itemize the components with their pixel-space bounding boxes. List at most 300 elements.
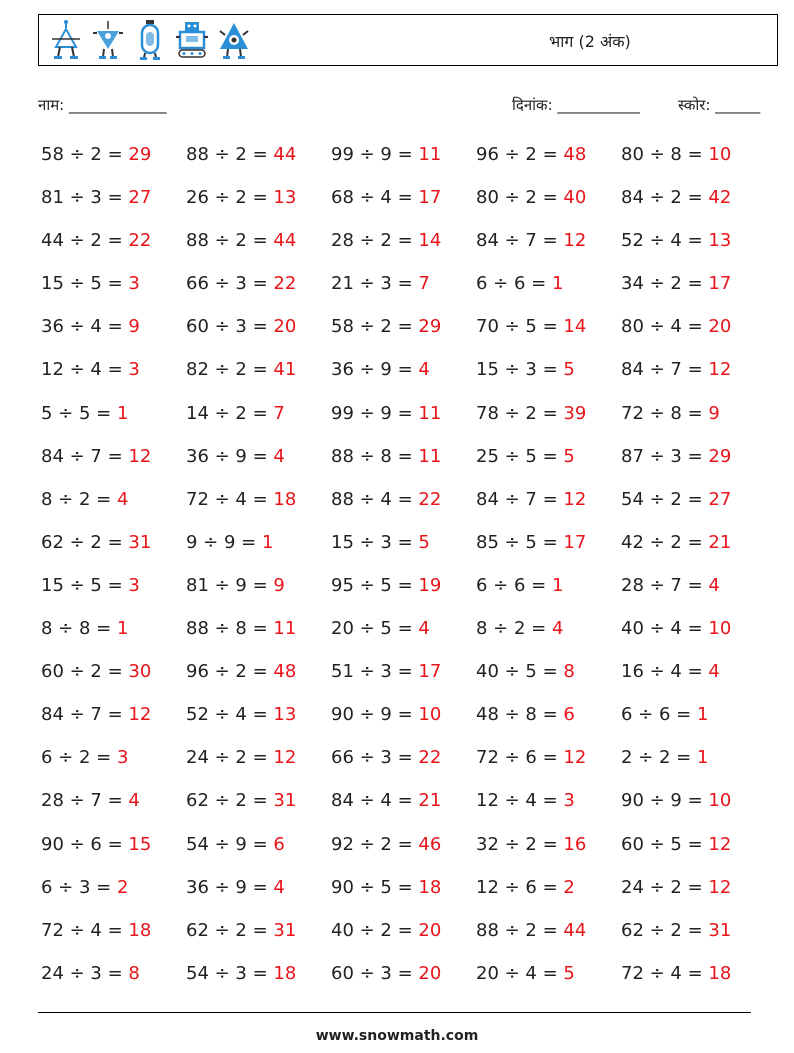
problem-answer: 2 bbox=[563, 876, 575, 898]
problem-answer: 12 bbox=[708, 876, 732, 898]
problem-question: 20 ÷ 4 = bbox=[476, 962, 564, 984]
problem-answer: 5 bbox=[563, 962, 575, 984]
problem-question: 52 ÷ 4 = bbox=[186, 704, 274, 726]
problem-answer: 6 bbox=[273, 833, 285, 855]
problem-answer: 39 bbox=[563, 402, 587, 424]
problem-item bbox=[41, 355, 186, 398]
problem-answer: 1 bbox=[696, 704, 709, 726]
problem-answer: 18 bbox=[273, 488, 297, 510]
problem-answer: 44 bbox=[273, 230, 297, 252]
problem-question: 9 ÷ 9 = bbox=[186, 531, 262, 553]
problem-item bbox=[476, 916, 621, 959]
problem-question: 36 ÷ 9 = bbox=[331, 359, 419, 381]
problem-answer: 3 bbox=[128, 359, 140, 381]
problem-answer: 22 bbox=[418, 747, 442, 769]
problem-question: 95 ÷ 5 = bbox=[331, 574, 419, 596]
problem-item bbox=[621, 916, 766, 959]
problem-answer: 44 bbox=[563, 919, 587, 941]
problem-item bbox=[186, 528, 331, 571]
problem-question: 88 ÷ 4 = bbox=[331, 488, 419, 510]
problem-item bbox=[621, 226, 766, 269]
problem-answer: 22 bbox=[273, 273, 297, 295]
problem-item bbox=[331, 528, 476, 571]
problem-item bbox=[331, 571, 476, 614]
problem-answer: 4 bbox=[116, 488, 129, 510]
problem-question: 15 ÷ 5 = bbox=[41, 574, 129, 596]
problem-question: 80 ÷ 8 = bbox=[621, 144, 709, 165]
problem-answer: 1 bbox=[696, 747, 709, 769]
problem-question: 28 ÷ 7 = bbox=[41, 790, 129, 812]
problem-question: 84 ÷ 7 = bbox=[476, 230, 564, 252]
problem-answer: 10 bbox=[418, 704, 442, 726]
problem-item bbox=[621, 614, 766, 657]
problem-question: 62 ÷ 2 = bbox=[621, 919, 709, 941]
problem-answer: 9 bbox=[708, 402, 720, 424]
problem-item bbox=[621, 355, 766, 398]
problem-answer: 7 bbox=[418, 273, 430, 295]
problem-question: 88 ÷ 2 = bbox=[186, 144, 274, 165]
problem-answer: 12 bbox=[128, 445, 152, 467]
problem-answer: 1 bbox=[551, 574, 564, 596]
name-field: नाम: _____________ bbox=[38, 96, 167, 114]
problem-answer: 22 bbox=[418, 488, 442, 510]
problem-item bbox=[41, 743, 186, 786]
problem-item bbox=[186, 442, 331, 485]
problem-question: 92 ÷ 2 = bbox=[331, 833, 419, 855]
problem-question: 14 ÷ 2 = bbox=[186, 402, 274, 424]
problem-answer: 9 bbox=[273, 574, 285, 596]
problem-answer: 4 bbox=[708, 574, 720, 596]
problem-question: 96 ÷ 2 = bbox=[476, 144, 564, 165]
problem-item bbox=[41, 312, 186, 355]
problem-answer: 31 bbox=[708, 919, 732, 941]
problem-item bbox=[331, 355, 476, 398]
problem-answer: 12 bbox=[273, 747, 297, 769]
problem-question: 88 ÷ 8 = bbox=[186, 618, 274, 640]
problem-item bbox=[476, 399, 621, 442]
problem-answer: 7 bbox=[273, 402, 285, 424]
problem-item bbox=[186, 140, 331, 183]
problem-answer: 27 bbox=[708, 488, 732, 510]
problem-item bbox=[331, 442, 476, 485]
problem-item bbox=[476, 571, 621, 614]
problem-item bbox=[186, 657, 331, 700]
problem-answer: 14 bbox=[563, 316, 587, 338]
problem-answer: 1 bbox=[116, 402, 129, 424]
problem-item bbox=[331, 830, 476, 873]
problem-question: 6 ÷ 3 = bbox=[41, 876, 117, 898]
problem-answer: 12 bbox=[563, 488, 587, 510]
robot-capsule-icon bbox=[133, 19, 167, 61]
problem-item bbox=[621, 873, 766, 916]
robot-eye-icon bbox=[217, 19, 251, 61]
problem-question: 25 ÷ 5 = bbox=[476, 445, 564, 467]
problem-answer: 16 bbox=[563, 833, 587, 855]
problem-item bbox=[331, 614, 476, 657]
problem-answer: 3 bbox=[563, 790, 575, 812]
problem-answer: 11 bbox=[418, 445, 442, 467]
problem-answer: 5 bbox=[418, 531, 430, 553]
problem-question: 54 ÷ 2 = bbox=[621, 488, 709, 510]
problem-answer: 4 bbox=[708, 661, 720, 683]
problem-grid bbox=[41, 140, 771, 1002]
problem-answer: 27 bbox=[128, 187, 152, 209]
problem-answer: 29 bbox=[708, 445, 732, 467]
problem-answer: 5 bbox=[563, 445, 575, 467]
problem-question: 99 ÷ 9 = bbox=[331, 402, 419, 424]
problem-question: 58 ÷ 2 = bbox=[41, 144, 129, 165]
problem-item bbox=[621, 786, 766, 829]
problem-answer: 13 bbox=[273, 187, 297, 209]
problem-item bbox=[331, 786, 476, 829]
problem-item bbox=[476, 269, 621, 312]
problem-question: 44 ÷ 2 = bbox=[41, 230, 129, 252]
problem-item bbox=[621, 959, 766, 1002]
problem-answer: 13 bbox=[273, 704, 297, 726]
problem-item bbox=[621, 743, 766, 786]
problem-question: 72 ÷ 4 = bbox=[186, 488, 274, 510]
problem-answer: 12 bbox=[128, 704, 152, 726]
problem-question: 8 ÷ 2 = bbox=[476, 618, 552, 640]
robot-triangle-icon bbox=[91, 19, 125, 61]
problem-answer: 14 bbox=[418, 230, 442, 252]
problem-item bbox=[476, 183, 621, 226]
problem-item bbox=[331, 183, 476, 226]
problem-item bbox=[621, 269, 766, 312]
problem-item bbox=[331, 700, 476, 743]
problem-question: 40 ÷ 5 = bbox=[476, 661, 564, 683]
problem-question: 82 ÷ 2 = bbox=[186, 359, 274, 381]
problem-question: 40 ÷ 4 = bbox=[621, 618, 709, 640]
problem-question: 72 ÷ 4 = bbox=[621, 962, 709, 984]
problem-item bbox=[476, 786, 621, 829]
problem-answer: 12 bbox=[708, 833, 732, 855]
problem-item bbox=[186, 312, 331, 355]
problem-question: 84 ÷ 7 = bbox=[41, 704, 129, 726]
problem-item bbox=[186, 269, 331, 312]
problem-answer: 12 bbox=[563, 230, 587, 252]
problem-item bbox=[621, 528, 766, 571]
problem-item bbox=[186, 183, 331, 226]
problem-question: 80 ÷ 2 = bbox=[476, 187, 564, 209]
problem-item bbox=[41, 700, 186, 743]
problem-answer: 10 bbox=[708, 790, 732, 812]
problem-item bbox=[41, 614, 186, 657]
problem-question: 6 ÷ 2 = bbox=[41, 747, 117, 769]
problem-answer: 31 bbox=[273, 790, 297, 812]
problem-answer: 12 bbox=[563, 747, 587, 769]
problem-answer: 29 bbox=[128, 144, 152, 165]
problem-item bbox=[476, 442, 621, 485]
problem-question: 24 ÷ 3 = bbox=[41, 962, 129, 984]
problem-item bbox=[331, 399, 476, 442]
problem-question: 54 ÷ 3 = bbox=[186, 962, 274, 984]
problem-answer: 20 bbox=[418, 962, 442, 984]
problem-question: 68 ÷ 4 = bbox=[331, 187, 419, 209]
problem-item bbox=[476, 140, 621, 183]
problem-item bbox=[41, 571, 186, 614]
problem-item bbox=[476, 614, 621, 657]
problem-question: 8 ÷ 2 = bbox=[41, 488, 117, 510]
problem-item bbox=[331, 226, 476, 269]
problem-question: 87 ÷ 3 = bbox=[621, 445, 709, 467]
worksheet-title: भाग (2 अंक) bbox=[549, 32, 631, 51]
problem-question: 81 ÷ 9 = bbox=[186, 574, 274, 596]
problem-item bbox=[476, 743, 621, 786]
problem-question: 66 ÷ 3 = bbox=[186, 273, 274, 295]
problem-answer: 4 bbox=[273, 876, 285, 898]
problem-answer: 8 bbox=[128, 962, 140, 984]
problem-question: 54 ÷ 9 = bbox=[186, 833, 274, 855]
problem-item bbox=[41, 916, 186, 959]
problem-question: 60 ÷ 3 = bbox=[186, 316, 274, 338]
problem-answer: 11 bbox=[418, 402, 442, 424]
problem-item bbox=[621, 442, 766, 485]
problem-question: 20 ÷ 5 = bbox=[331, 618, 419, 640]
problem-answer: 40 bbox=[563, 187, 587, 209]
problem-question: 36 ÷ 9 = bbox=[186, 876, 274, 898]
score-field: स्कोर: ______ bbox=[678, 96, 761, 114]
problem-answer: 3 bbox=[128, 574, 140, 596]
problem-answer: 1 bbox=[551, 273, 564, 295]
problem-question: 12 ÷ 6 = bbox=[476, 876, 564, 898]
problem-question: 12 ÷ 4 = bbox=[476, 790, 564, 812]
problem-question: 6 ÷ 6 = bbox=[476, 574, 552, 596]
problem-answer: 15 bbox=[128, 833, 152, 855]
problem-answer: 19 bbox=[418, 574, 442, 596]
problem-answer: 46 bbox=[418, 833, 442, 855]
problem-answer: 20 bbox=[273, 316, 297, 338]
problem-answer: 1 bbox=[116, 618, 129, 640]
problem-question: 72 ÷ 8 = bbox=[621, 402, 709, 424]
problem-question: 60 ÷ 2 = bbox=[41, 661, 129, 683]
problem-item bbox=[41, 183, 186, 226]
problem-question: 70 ÷ 5 = bbox=[476, 316, 564, 338]
problem-answer: 9 bbox=[128, 316, 140, 338]
robot-icons bbox=[49, 19, 251, 61]
problem-question: 42 ÷ 2 = bbox=[621, 531, 709, 553]
problem-question: 5 ÷ 5 = bbox=[41, 402, 117, 424]
problem-item bbox=[621, 485, 766, 528]
problem-item bbox=[621, 312, 766, 355]
footer-url: www.snowmath.com bbox=[315, 1028, 479, 1044]
problem-answer: 44 bbox=[273, 144, 297, 165]
problem-item bbox=[41, 657, 186, 700]
problem-question: 62 ÷ 2 = bbox=[41, 531, 129, 553]
problem-item bbox=[186, 399, 331, 442]
problem-question: 24 ÷ 2 = bbox=[186, 747, 274, 769]
problem-question: 2 ÷ 2 = bbox=[621, 747, 697, 769]
problem-item bbox=[476, 226, 621, 269]
problem-item bbox=[476, 485, 621, 528]
problem-item bbox=[41, 399, 186, 442]
problem-item bbox=[621, 657, 766, 700]
problem-item bbox=[41, 140, 186, 183]
problem-answer: 41 bbox=[273, 359, 297, 381]
problem-answer: 4 bbox=[418, 359, 430, 381]
problem-item bbox=[331, 657, 476, 700]
problem-item bbox=[186, 485, 331, 528]
problem-question: 52 ÷ 4 = bbox=[621, 230, 709, 252]
problem-item bbox=[331, 916, 476, 959]
problem-item bbox=[41, 269, 186, 312]
problem-question: 6 ÷ 6 = bbox=[476, 273, 552, 295]
problem-question: 62 ÷ 2 = bbox=[186, 919, 274, 941]
problem-item bbox=[331, 485, 476, 528]
problem-item bbox=[186, 571, 331, 614]
problem-item bbox=[186, 786, 331, 829]
problem-answer: 18 bbox=[128, 919, 152, 941]
problem-item bbox=[186, 226, 331, 269]
problem-item bbox=[621, 140, 766, 183]
problem-item bbox=[621, 399, 766, 442]
problem-item bbox=[331, 873, 476, 916]
problem-question: 84 ÷ 4 = bbox=[331, 790, 419, 812]
problem-item bbox=[331, 140, 476, 183]
problem-item bbox=[476, 873, 621, 916]
problem-question: 84 ÷ 7 = bbox=[621, 359, 709, 381]
problem-question: 48 ÷ 8 = bbox=[476, 704, 564, 726]
problem-answer: 1 bbox=[261, 531, 274, 553]
problem-answer: 4 bbox=[128, 790, 140, 812]
problem-answer: 21 bbox=[418, 790, 442, 812]
problem-item bbox=[41, 485, 186, 528]
problem-answer: 48 bbox=[273, 661, 297, 683]
problem-item bbox=[621, 183, 766, 226]
problem-item bbox=[476, 355, 621, 398]
problem-answer: 30 bbox=[128, 661, 152, 683]
problem-question: 60 ÷ 5 = bbox=[621, 833, 709, 855]
problem-question: 78 ÷ 2 = bbox=[476, 402, 564, 424]
problem-question: 84 ÷ 7 = bbox=[41, 445, 129, 467]
problem-answer: 17 bbox=[563, 531, 587, 553]
problem-answer: 29 bbox=[418, 316, 442, 338]
problem-answer: 5 bbox=[563, 359, 575, 381]
problem-item bbox=[41, 226, 186, 269]
problem-question: 84 ÷ 2 = bbox=[621, 187, 709, 209]
problem-question: 96 ÷ 2 = bbox=[186, 661, 274, 683]
problem-answer: 4 bbox=[551, 618, 564, 640]
problem-question: 36 ÷ 4 = bbox=[41, 316, 129, 338]
problem-answer: 48 bbox=[563, 144, 587, 165]
problem-item bbox=[331, 743, 476, 786]
problem-question: 88 ÷ 2 = bbox=[186, 230, 274, 252]
robot-antenna-icon bbox=[49, 19, 83, 61]
problem-item bbox=[186, 614, 331, 657]
problem-item bbox=[186, 743, 331, 786]
problem-answer: 42 bbox=[708, 187, 732, 209]
problem-question: 90 ÷ 5 = bbox=[331, 876, 419, 898]
problem-item bbox=[186, 355, 331, 398]
problem-item bbox=[41, 873, 186, 916]
problem-question: 51 ÷ 3 = bbox=[331, 661, 419, 683]
problem-question: 62 ÷ 2 = bbox=[186, 790, 274, 812]
problem-item bbox=[476, 312, 621, 355]
problem-question: 36 ÷ 9 = bbox=[186, 445, 274, 467]
problem-item bbox=[41, 830, 186, 873]
problem-question: 88 ÷ 8 = bbox=[331, 445, 419, 467]
problem-item bbox=[476, 700, 621, 743]
problem-question: 26 ÷ 2 = bbox=[186, 187, 274, 209]
problem-answer: 20 bbox=[418, 919, 442, 941]
problem-question: 90 ÷ 9 = bbox=[621, 790, 709, 812]
problem-question: 8 ÷ 8 = bbox=[41, 618, 117, 640]
problem-answer: 31 bbox=[273, 919, 297, 941]
problem-answer: 11 bbox=[418, 144, 442, 165]
problem-answer: 3 bbox=[116, 747, 129, 769]
problem-answer: 18 bbox=[418, 876, 442, 898]
problem-question: 90 ÷ 6 = bbox=[41, 833, 129, 855]
problem-item bbox=[621, 830, 766, 873]
worksheet-header bbox=[38, 14, 778, 66]
problem-question: 72 ÷ 4 = bbox=[41, 919, 129, 941]
problem-item bbox=[621, 700, 766, 743]
problem-answer: 17 bbox=[418, 661, 442, 683]
problem-answer: 31 bbox=[128, 531, 152, 553]
problem-item bbox=[331, 312, 476, 355]
problem-answer: 10 bbox=[708, 618, 732, 640]
problem-answer: 10 bbox=[708, 144, 732, 165]
problem-item bbox=[41, 959, 186, 1002]
problem-item bbox=[186, 916, 331, 959]
problem-question: 24 ÷ 2 = bbox=[621, 876, 709, 898]
problem-question: 6 ÷ 6 = bbox=[621, 704, 697, 726]
problem-question: 85 ÷ 5 = bbox=[476, 531, 564, 553]
problem-question: 40 ÷ 2 = bbox=[331, 919, 419, 941]
problem-answer: 4 bbox=[273, 445, 285, 467]
problem-question: 60 ÷ 3 = bbox=[331, 962, 419, 984]
problem-item bbox=[41, 528, 186, 571]
problem-question: 58 ÷ 2 = bbox=[331, 316, 419, 338]
problem-answer: 4 bbox=[418, 618, 430, 640]
problem-question: 88 ÷ 2 = bbox=[476, 919, 564, 941]
problem-question: 66 ÷ 3 = bbox=[331, 747, 419, 769]
problem-item bbox=[621, 571, 766, 614]
problem-answer: 17 bbox=[708, 273, 732, 295]
problem-question: 32 ÷ 2 = bbox=[476, 833, 564, 855]
problem-item bbox=[186, 700, 331, 743]
problem-item bbox=[476, 528, 621, 571]
problem-question: 81 ÷ 3 = bbox=[41, 187, 129, 209]
problem-question: 72 ÷ 6 = bbox=[476, 747, 564, 769]
problem-answer: 8 bbox=[563, 661, 575, 683]
problem-question: 28 ÷ 2 = bbox=[331, 230, 419, 252]
problem-answer: 18 bbox=[273, 962, 297, 984]
problem-item bbox=[476, 959, 621, 1002]
problem-answer: 20 bbox=[708, 316, 732, 338]
problem-item bbox=[41, 442, 186, 485]
problem-question: 16 ÷ 4 = bbox=[621, 661, 709, 683]
problem-question: 12 ÷ 4 = bbox=[41, 359, 129, 381]
problem-question: 80 ÷ 4 = bbox=[621, 316, 709, 338]
problem-question: 90 ÷ 9 = bbox=[331, 704, 419, 726]
problem-question: 84 ÷ 7 = bbox=[476, 488, 564, 510]
problem-answer: 12 bbox=[708, 359, 732, 381]
problem-answer: 2 bbox=[116, 876, 129, 898]
problem-answer: 6 bbox=[563, 704, 575, 726]
problem-answer: 22 bbox=[128, 230, 152, 252]
problem-item bbox=[186, 830, 331, 873]
problem-answer: 13 bbox=[708, 230, 732, 252]
date-field: दिनांक: ___________ bbox=[512, 96, 640, 114]
problem-question: 21 ÷ 3 = bbox=[331, 273, 419, 295]
problem-question: 15 ÷ 5 = bbox=[41, 273, 129, 295]
problem-question: 28 ÷ 7 = bbox=[621, 574, 709, 596]
problem-item bbox=[331, 269, 476, 312]
problem-item bbox=[476, 657, 621, 700]
problem-item bbox=[186, 873, 331, 916]
problem-answer: 21 bbox=[708, 531, 732, 553]
